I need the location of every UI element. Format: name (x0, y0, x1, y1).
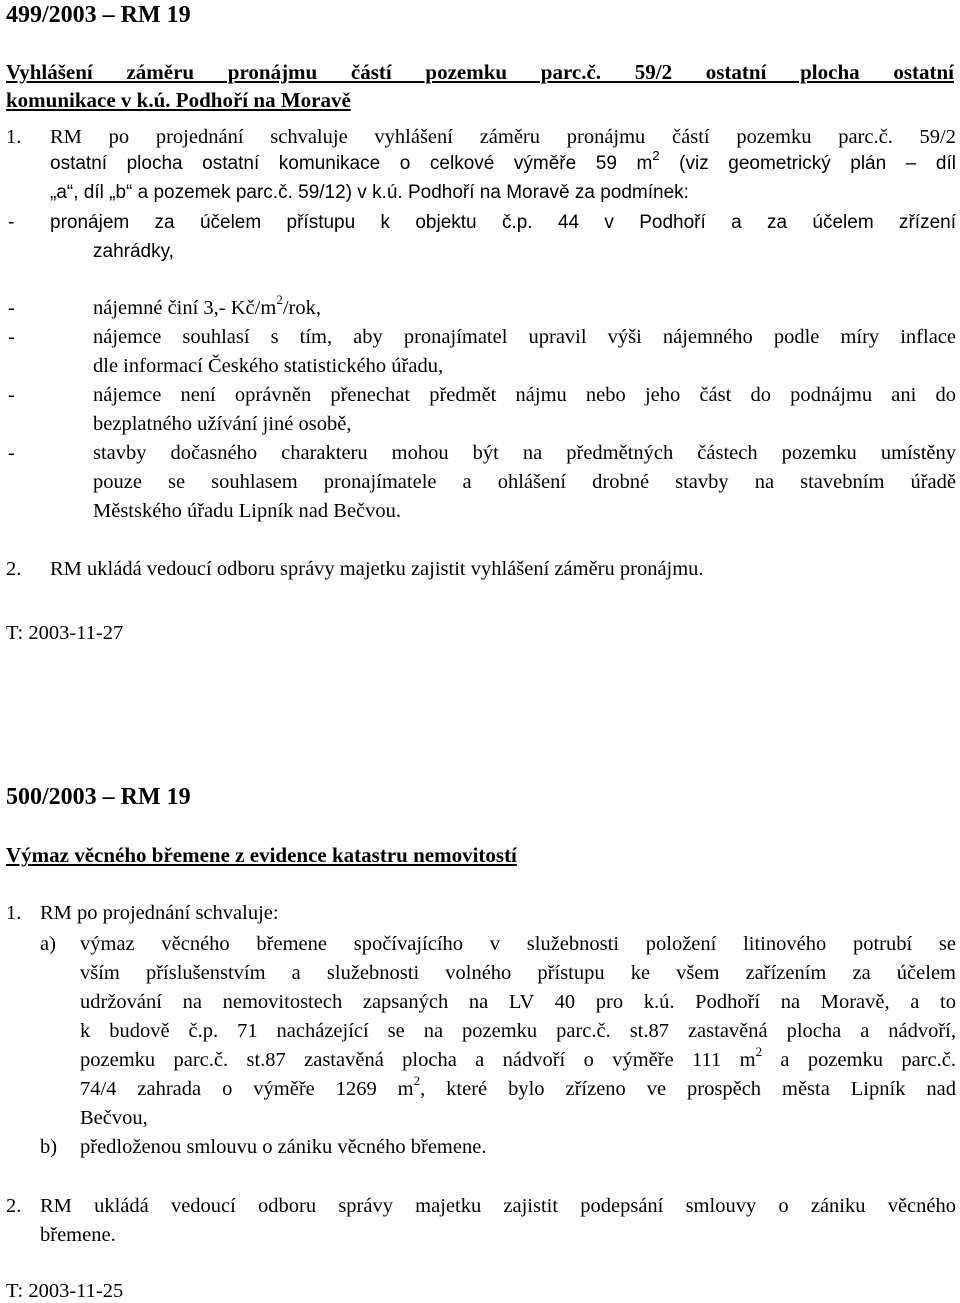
list-text: 74/4 zahrada o výměře 1269 $m^2$, které bylo zřízeno ve prospěch města Lipník nad (80, 1073, 956, 1100)
bullet-text: pouze se souhlasem pronajímatele a ohlášení drobné stavby na stavebním úřadě (93, 471, 956, 493)
bullet-text: nájemce souhlasí s tím, aby pronajímatel upravil výši nájemného podle míry inflace (93, 326, 956, 348)
bullet-dash: - (8, 384, 15, 406)
bullet-text: pronájem za účelem přístupu k objektu č.p. 44 v Podhoří a za účelem zřízení (50, 212, 956, 233)
list-label-b: b) (40, 1136, 58, 1158)
item-text: RM ukládá vedoucí odboru správy majetku zajistit vyhlášení záměru pronájmu. (50, 558, 704, 580)
item-number: 2. (6, 558, 22, 580)
resolution-title-499-line2: komunikace v k.ú. Podhoří na Moravě (6, 88, 351, 112)
list-text: k budově č.p. 71 nacházející se na pozemku parc.č. st.87 zastavěná plocha a nádvoří, (80, 1020, 956, 1042)
item-text: RM po projednání schvaluje: (40, 902, 279, 924)
bullet-dash: - (8, 297, 15, 319)
bullet-text: nájemné činí 3,- $Kč/m^2$/rok, (93, 292, 321, 319)
item-number: 1. (6, 902, 22, 924)
list-text: výmaz věcného břemene spočívajícího v služebnosti položení litinového potrubí se (80, 933, 956, 955)
list-text: pozemku parc.č. st.87 zastavěná plocha a nádvoří o výměře 111 $m^2$ a pozemku parc.č. (80, 1044, 956, 1071)
item-text: RM po projednání schvaluje vyhlášení záměru pronájmu částí pozemku parc.č. 59/2 (50, 126, 956, 148)
item-text: RM ukládá vedoucí odboru správy majetku zajistit podepsání smlouvy o zániku věcného (40, 1195, 956, 1217)
bullet-text: nájemce není oprávněn přenechat předmět nájmu nebo jeho část do podnájmu ani do (93, 384, 956, 406)
resolution-number-500: 500/2003 – RM 19 (6, 784, 191, 810)
item-number: 2. (6, 1195, 22, 1217)
list-text: vším příslušenstvím a služebnosti volného přístupu ke všem zařízením za účelem (80, 962, 956, 984)
bullet-text: dle informací Českého statistického úřadu, (93, 355, 444, 377)
bullet-dash: - (8, 326, 15, 348)
list-label-a: a) (40, 933, 56, 955)
resolution-title-499-line1: Vyhlášení záměru pronájmu částí pozemku parc.č. 59/2 ostatní plocha ostatní (6, 60, 954, 84)
bullet-text: stavby dočasného charakteru mohou být na předmětných částech pozemku umístěny (93, 442, 956, 464)
list-text: Bečvou, (80, 1107, 148, 1129)
bullet-text: bezplatného užívání jiné osobě, (93, 413, 352, 435)
deadline: T: 2003-11-27 (6, 622, 124, 644)
deadline: T: 2003-11-25 (6, 1280, 124, 1302)
list-text: předloženou smlouvu o zániku věcného břemene. (80, 1136, 487, 1158)
item-number: 1. (6, 126, 22, 148)
list-text: udržování na nemovitostech zapsaných na LV 40 pro k.ú. Podhoří na Moravě, a to (80, 991, 956, 1013)
item-text: břemene. (40, 1224, 116, 1246)
bullet-dash: - (8, 212, 15, 233)
bullet-text: Městského úřadu Lipník nad Bečvou. (93, 500, 402, 522)
item-text: ostatní plocha ostatní komunikace o celkové výměře 59 $m^2$ (viz geometrický plán – díl (50, 147, 956, 174)
bullet-text: zahrádky, (93, 241, 174, 262)
bullet-dash: - (8, 442, 15, 464)
resolution-number-499: 499/2003 – RM 19 (6, 2, 191, 28)
resolution-title-500: Výmaz věcného břemene z evidence katastru nemovitostí (6, 843, 517, 867)
item-text: „a“, díl „b“ a pozemek parc.č. 59/12) v k.ú. Podhoří na Moravě za podmínek: (50, 182, 689, 203)
